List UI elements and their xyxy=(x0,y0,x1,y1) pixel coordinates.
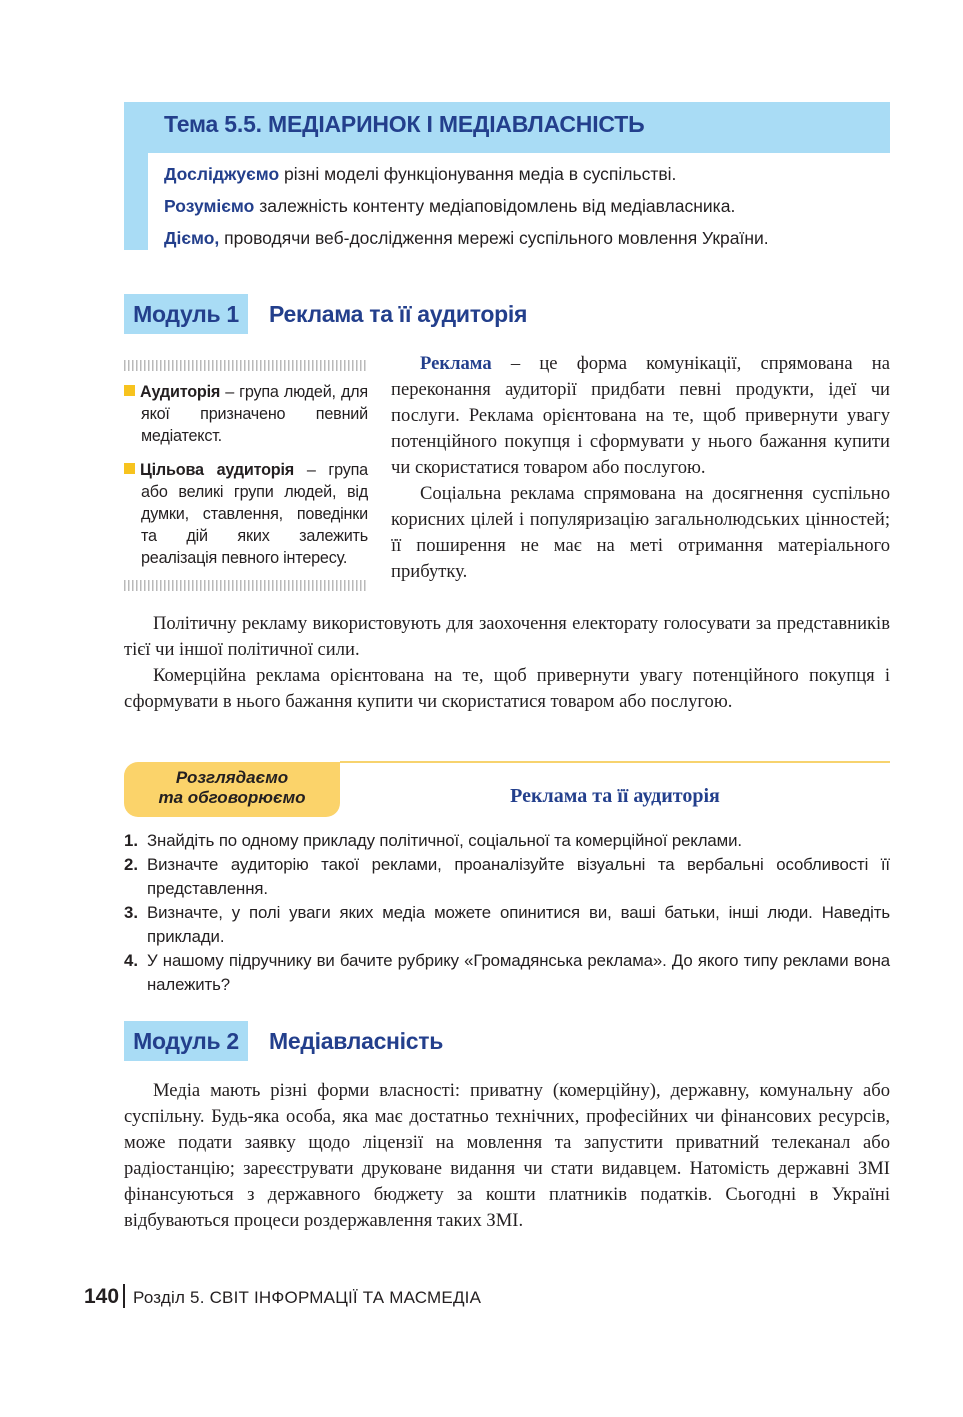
task-text: Визначте, у полі уваги яких медіа можете опинитися ви, ваші батьки, інші люди. Наведіть приклади. xyxy=(147,903,890,946)
glossary-term: Аудиторія xyxy=(140,383,221,401)
topic-title: Тема 5.5. МЕДІАРИНОК І МЕДІАВЛАСНІСТЬ xyxy=(164,111,645,137)
discuss-title: Реклама та її аудиторія xyxy=(510,785,720,807)
topic-side-bar xyxy=(124,153,148,250)
goal-key: Діємо, xyxy=(164,228,220,248)
advertising-definition-paragraph xyxy=(391,351,890,481)
goal-text: проводячи веб-дослідження мережі суспільного мовлення України. xyxy=(219,228,769,248)
advertising-types-block xyxy=(124,611,890,715)
module-2-label: Модуль 2 xyxy=(133,1028,239,1054)
module-2-title: Медіавласність xyxy=(269,1028,444,1054)
discuss-tab-line-1: Розглядаємо xyxy=(175,768,289,787)
media-ownership-paragraph: Медіа мають різні форми власності: приватну (комерційну), державну, комунальну або суспільну. Будь-яка особа, яка має достатньо технічних, професійних чи фінансових ресурсів, може подати заявку щодо ліцензії на мовлення та запустити приватний телеканал або радіостанцію; зареєструвати друковане видання чи стати видавцем. Натомість державні ЗМІ фінансуються з державного бюджету за кошти платників податків. Сьогодні в Україні відбуваються процеси роздержавлення таких ЗМІ. xyxy=(124,1080,890,1231)
discuss-tab xyxy=(124,762,340,817)
goal-understand xyxy=(164,196,735,217)
module-1-title: Реклама та її аудиторія xyxy=(269,301,528,327)
goal-text: різні моделі функціонування медіа в суспільстві. xyxy=(279,164,677,184)
module-1-badge xyxy=(124,294,248,334)
goal-text: залежність контенту медіаповідомлень від медіавласника. xyxy=(254,196,736,216)
goal-research xyxy=(164,164,676,185)
advertising-definition-column xyxy=(391,351,890,585)
commercial-advertising-paragraph: Комерційна реклама орієнтована на те, щоб привернути увагу потенційного покупця і сформувати в нього бажання купити чи скористатися товаром або послугою. xyxy=(124,665,890,712)
task-text: У нашому підручнику ви бачите рубрику «Громадянська реклама». До якого типу реклами вона належить? xyxy=(147,951,890,994)
module-2-badge xyxy=(124,1021,248,1061)
yellow-square-bullet-icon xyxy=(124,463,135,474)
term-advertising: Реклама xyxy=(420,353,492,374)
task-number: 2. xyxy=(124,855,138,874)
glossary-top-divider xyxy=(124,360,368,371)
discuss-divider-line xyxy=(340,761,890,763)
task-item xyxy=(124,901,890,949)
goal-act xyxy=(164,228,769,249)
media-ownership-block xyxy=(124,1078,890,1234)
section-title: Розділ 5. СВІТ ІНФОРМАЦІЇ ТА МАСМЕДІА xyxy=(133,1288,482,1307)
page-number: 140 xyxy=(84,1285,120,1308)
task-text: Визначте аудиторію такої реклами, проаналізуйте візуальні та вербальні особливості її представлення. xyxy=(147,855,890,898)
page-footer xyxy=(84,1284,481,1309)
paragraph-text: – це форма комунікації, спрямована на переконання аудиторії придбати певні продукти, ідеї чи послуги. Реклама орієнтована на те, щоб привернути увагу потенційного покупця і сформувати у нього бажання купити чи скористатися товаром або послугою. xyxy=(391,353,890,478)
task-item xyxy=(124,829,890,853)
discuss-tab-line-2: та обговорюємо xyxy=(158,788,306,807)
social-advertising-paragraph: Соціальна реклама спрямована на досягнення суспільно корисних цілей і популяризацію загальнолюдських цінностей; її поширення не має на меті отримання матеріального прибутку. xyxy=(391,483,890,582)
glossary-definition: – група людей, для якої призначено певний медіатекст. xyxy=(141,383,368,445)
task-text: Знайдіть по одному прикладу політичної, соціальної та комерційної реклами. xyxy=(147,831,742,850)
yellow-square-bullet-icon xyxy=(124,385,135,396)
goal-key: Розуміємо xyxy=(164,196,255,216)
task-number: 1. xyxy=(124,831,138,850)
task-item xyxy=(124,853,890,901)
glossary-definition: – група або великі групи людей, від думки, ставлення, поведінки та дій яких залежить реалізація певного інтересу. xyxy=(141,461,368,567)
glossary-item-target-audience xyxy=(124,459,368,569)
glossary-bottom-divider xyxy=(124,580,368,591)
task-number: 3. xyxy=(124,903,138,922)
goal-key: Досліджуємо xyxy=(164,164,280,184)
module-1-label: Модуль 1 xyxy=(133,301,239,327)
task-item xyxy=(124,949,890,997)
glossary-item-audience xyxy=(124,381,368,447)
task-number: 4. xyxy=(124,951,138,970)
glossary-term: Цільова аудиторія xyxy=(140,461,295,479)
footer-separator xyxy=(123,1284,125,1308)
political-advertising-paragraph: Політичну рекламу використовують для заохочення електорату голосувати за представників тієї чи іншої політичної сили. xyxy=(124,613,890,660)
